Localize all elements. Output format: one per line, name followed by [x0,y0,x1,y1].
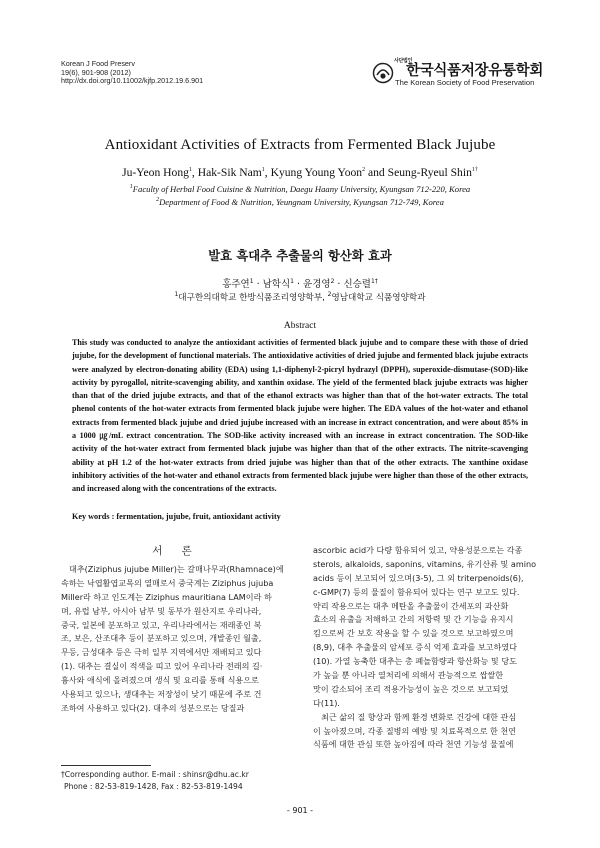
affil-mark: 1 [174,291,179,299]
body-line: 조, 보은, 산조대추 등이 분포하고 있으며, 개발종인 월출, [61,633,262,644]
body-line: 며, 유럽 남부, 아시아 남부 및 동부가 원산지로 우리나라, [61,605,262,616]
abstract-heading: Abstract [283,321,317,331]
author-affil-mark: 1† [370,277,378,285]
society-korean-name [394,59,543,80]
affiliation-1 [0,184,600,194]
footnote-rule [61,765,151,766]
korean-author: · 윤경영 [293,279,331,290]
body-column-left [61,541,291,716]
society-logo-icon [372,62,394,84]
abstract-body: This study was conducted to analyze the antioxidant activities of fermented black jujube and to compare these with those of dried jujube, for the development of functional materials. The antioxidative activities of dried jujube and fermented black jujube extracts were analyzed by electron-donating ability (EDA) using 1,1-diphenyl-2-picryl hydrazyl (DPPH), superoxide-dismutase-(SOD)-like activity by pyrogallol, nitrite-scavenging ability, and xanthin oxidase. The yield of the fermented black jujube extracts was higher than that of the dried jujube extracts, and that of the ethanol extracts was higher than that of the hot-water extracts. The total phenol contents of the hot-water extracts from fermented black jujube were higher. The EDA values of the hot-water and ethanol extracts from fermented black jujube and dried jujube increased with an increase in extract concentration, and were about 85% in a 1000 ㎍/mL extract concentration. The SOD-like activity increased with an increase in extract concentration. The SOD-like activity of the hot-water extract from fermented black jujube was higher than that of the other extracts. The nitrite-scavenging ability at pH 1.2 of the hot-water extracts from dried jujube was higher than that of the other extracts. The xanthine oxidase inhibitory activities of the hot-water and ethanol extracts from fermented black jujube were higher than those of the other extracts, and increased along with the concentrations of the extracts. [72,338,528,494]
korean-title: 발효 흑대추 추출물의 항산화 효과 [208,249,392,263]
body-line: (8,9), 대추 추출물의 암세포 증식 억제 효과를 보고하였다 [313,642,517,653]
paper-title: Antioxidant Activities of Extracts from Fermented Black Jujube [104,137,496,153]
body-line: 흉사와 애식에 올려졌으며 생식 및 요리를 통해 식용으로 [61,675,259,686]
author-affil-mark: 1 [261,167,265,174]
journal-doi: http://dx.doi.org/10.11002/kjfp.2012.19.6.901 [61,76,204,86]
author-affil-mark: 1† [471,167,478,174]
footnote-phone: Phone : 82-53-819-1428, Fax : 82-53-819-1494 [64,781,243,791]
korean-author: · 신승렬 [334,279,371,290]
body-line: 속하는 낙엽활엽교목의 열매로서 중국계는 Ziziphus jujuba [61,577,274,588]
author-name: , Hak-Sik Nam [191,166,262,179]
body-line: 킴으로써 간 보호 작용을 할 수 있을 것으로 보고하였으며 [313,628,514,639]
journal-volume: 19(6), 901-908 (2012) [61,67,131,77]
body-line: 사용되고 있으나, 생대추는 저장성이 낮기 때문에 주로 건 [61,689,262,700]
body-line: 효소의 유출을 저해하고 간의 저항력 및 간 기능을 유지시 [313,614,514,625]
affil-text: Department of Food & Nutrition, Yeungnam University, Kyungsan 712-749, Korea [159,197,444,207]
body-line: acids 등이 보고되어 있으며(3-5), 그 외 triterpenoids(6), [313,572,524,583]
keywords-value: fermentation, jujube, fruit, antioxidant activity [114,512,281,521]
body-line: 약리 작용으로는 대추 메탄올 추출물이 간세포의 과산화 [313,600,509,611]
society-korean-text: 한국식품저장유통학회 [406,63,544,79]
author-name: Ju-Yeon Hong [122,166,189,179]
society-english-name: The Korean Society of Food Preservation [395,78,535,87]
affil-text: Faculty of Herbal Food Cuisine & Nutrition, Daegu Haany University, Kyungsan 712-220, Korea [132,184,471,194]
author-affil-mark: 2 [362,167,366,174]
body-line: (1). 대추는 결실이 적색을 띠고 있어 우리나라 전래의 길· [61,661,263,672]
author-list [0,166,600,179]
journal-citation [61,60,203,86]
footnote-email: †Corresponding author. E-mail : shinsr@dhu.ac.kr [61,770,249,779]
body-line: 최근 삶의 질 향상과 함께 환경 변화로 건강에 대한 관심 [321,711,517,722]
society-tiny-label: 사단법인 [394,58,413,64]
body-line: 가 높을 뿐 아니라 열처리에 의해서 관능적으로 쌉쌀한 [313,670,504,681]
affil-mark: 1 [129,184,133,191]
korean-author: · 남학식 [253,279,291,290]
korean-affiliations [0,291,600,303]
author-affil-mark: 1 [188,167,192,174]
author-name: and Seung-Ryeul Shin [365,166,472,179]
body-line: 이 높아졌으며, 각종 질병의 예방 및 치료목적으로 한 천연 [313,725,516,736]
keywords [72,512,528,521]
society-header [372,58,552,92]
body-line: 조하여 사용하고 있다(2). 대추의 성분으로는 당질과 [61,702,245,713]
body-line: 식품에 대한 관심 또한 높아짐에 따라 천연 기능성 물질에 [313,739,514,750]
author-affil-mark: 1 [249,277,254,285]
corresponding-author-footnote [61,769,249,792]
body-line: 중국, 일본에 분포하고 있고, 우리나라에서는 재래종인 복 [61,619,262,630]
affil-text: 대구한의대학교 한방식품조리영양학부, [178,293,328,303]
korean-author: 홍주연 [222,279,250,290]
body-line: sterols, alkaloids, saponins, vitamins, 유기산류 및 amino [313,558,537,569]
author-affil-mark: 2 [330,277,335,285]
journal-name: Korean J Food Preserv [61,59,135,68]
page-number: - 901 - [286,806,314,815]
body-line: ascorbic acid가 다량 함유되어 있고, 약용성분으로는 각종 [313,545,523,555]
body-line: Miller라 하고 인도계는 Ziziphus mauritiana LAM이라 하 [61,591,272,602]
body-line: 무등, 금성대추 등은 극히 일부 지역에서만 재배되고 있다 [61,647,262,658]
korean-author-list [0,276,600,290]
body-line: 맛이 감소되어 조리 적용가능성이 높은 것으로 보고되었 [313,683,509,694]
body-line: 대추(Ziziphus jujube Miller)는 갈매나무과(Rhamnace)에 [69,564,284,574]
section-heading: 서 론 [152,545,200,557]
author-name: , Kyung Young Yoon [264,166,363,179]
body-line: c-GMP(7) 등의 물질이 함유되어 있다는 연구 보고도 있다. [313,586,520,597]
body-line: (10). 가열 농축한 대추는 총 폐놀함량과 항산화능 및 당도 [313,656,517,667]
affiliation-2 [0,197,600,207]
affil-text: 영남대학교 식품영양학과 [331,293,426,303]
author-affil-mark: 1 [290,277,294,285]
body-line: 다(11). [313,697,341,708]
body-column-right [313,544,549,752]
affil-mark: 2 [327,291,332,299]
affil-mark: 2 [156,197,160,204]
keywords-label: Key words : [72,512,115,521]
